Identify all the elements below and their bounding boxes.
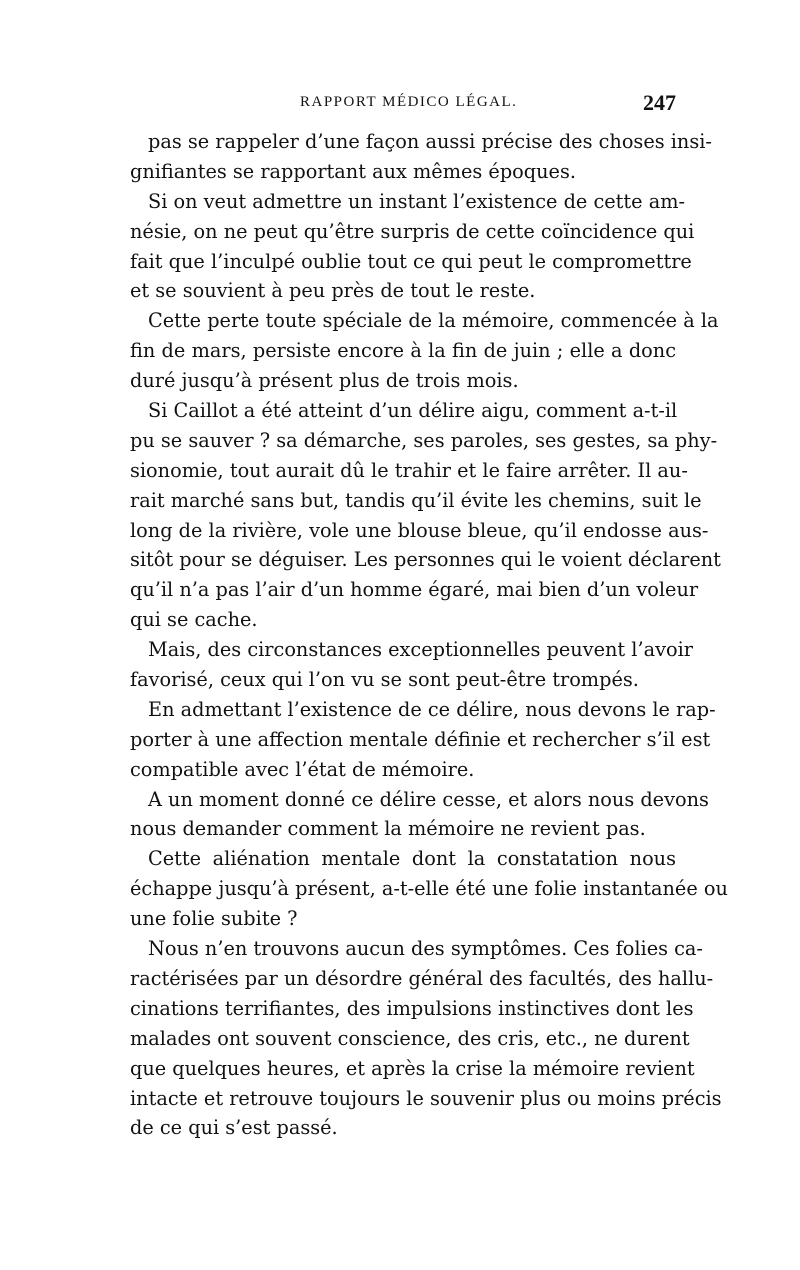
text-line: fin de mars, persiste encore à la fin de juin ; elle a donc xyxy=(130,339,676,363)
paragraph xyxy=(130,306,719,396)
text-line: compatible avec l’état de mémoire. xyxy=(130,757,475,781)
text-line: pu se sauver ? sa démarche, ses paroles, ses gestes, sa phy- xyxy=(130,428,718,452)
text-line: malades ont souvent conscience, des cris, etc., ne durent xyxy=(130,1026,690,1050)
text-line: sitôt pour se déguiser. Les personnes qui le voient déclarent xyxy=(130,548,721,572)
text-line: cinations terrifiantes, des impulsions instinctives dont les xyxy=(130,996,694,1020)
paragraph xyxy=(130,934,722,1143)
text-line: intacte et retrouve toujours le souvenir plus ou moins précis xyxy=(130,1086,722,1110)
paragraph xyxy=(130,396,721,635)
paragraph xyxy=(130,695,716,785)
text-line: de ce qui s’est passé. xyxy=(130,1116,338,1140)
text-line: porter à une affection mentale définie et rechercher s’il est xyxy=(130,727,711,751)
text-line: Mais, des circonstances exceptionnelles peuvent l’avoir xyxy=(148,638,693,662)
text-line: Si Caillot a été atteint d’un délire aigu, comment a-t-il xyxy=(148,399,678,423)
text-line: une folie subite ? xyxy=(130,907,298,931)
text-line: duré jusqu’à présent plus de trois mois. xyxy=(130,369,519,393)
paragraph xyxy=(130,127,712,187)
text-line: que quelques heures, et après la crise la mémoire revient xyxy=(130,1056,695,1080)
text-line: ractérisées par un désordre général des facultés, des hallu- xyxy=(130,966,714,990)
text-line: A un moment donné ce délire cesse, et alors nous devons xyxy=(148,787,709,811)
running-head xyxy=(130,90,676,118)
text-line: nésie, on ne peut qu’être surpris de cette coïncidence qui xyxy=(130,219,695,243)
text-line: qui se cache. xyxy=(130,608,258,632)
text-line: échappe jusqu’à présent, a-t-elle été une folie instantanée ou xyxy=(130,877,728,901)
paragraph xyxy=(130,635,693,695)
text-line: En admettant l’existence de ce délire, nous devons le rap- xyxy=(148,697,716,721)
text-line: Cette aliénation mentale dont la constatation nous xyxy=(148,847,676,871)
text-line: Si on veut admettre un instant l’existence de cette am- xyxy=(148,189,686,213)
text-line: qu’il n’a pas l’air d’un homme égaré, mai bien d’un voleur xyxy=(130,578,699,602)
text-line: fait que l’inculpé oublie tout ce qui peut le compromettre xyxy=(130,249,692,273)
running-title: RAPPORT MÉDICO LÉGAL. xyxy=(300,94,518,110)
paragraph xyxy=(130,785,709,845)
text-line: Nous n’en trouvons aucun des symptômes. Ces folies ca- xyxy=(148,937,703,961)
text-line: pas se rappeler d’une façon aussi précise des choses insi- xyxy=(148,130,712,153)
text-line: gnifiantes se rapportant aux mêmes époques. xyxy=(130,159,576,183)
text-line: long de la rivière, vole une blouse bleue, qu’il endosse aus- xyxy=(130,518,709,542)
paragraph xyxy=(130,844,728,934)
text-line: favorisé, ceux qui l’on vu se sont peut-être trompés. xyxy=(130,668,639,692)
page-number: 247 xyxy=(643,90,676,115)
body-text xyxy=(130,127,728,1143)
text-line: rait marché sans but, tandis qu’il évite les chemins, suit le xyxy=(130,488,702,512)
text-line: nous demander comment la mémoire ne revient pas. xyxy=(130,817,646,841)
text-line: Cette perte toute spéciale de la mémoire, commencée à la xyxy=(148,309,719,333)
text-line: sionomie, tout aurait dû le trahir et le faire arrêter. Il au- xyxy=(130,458,688,482)
paragraph xyxy=(130,187,695,307)
text-line: et se souvient à peu près de tout le reste. xyxy=(130,279,536,303)
